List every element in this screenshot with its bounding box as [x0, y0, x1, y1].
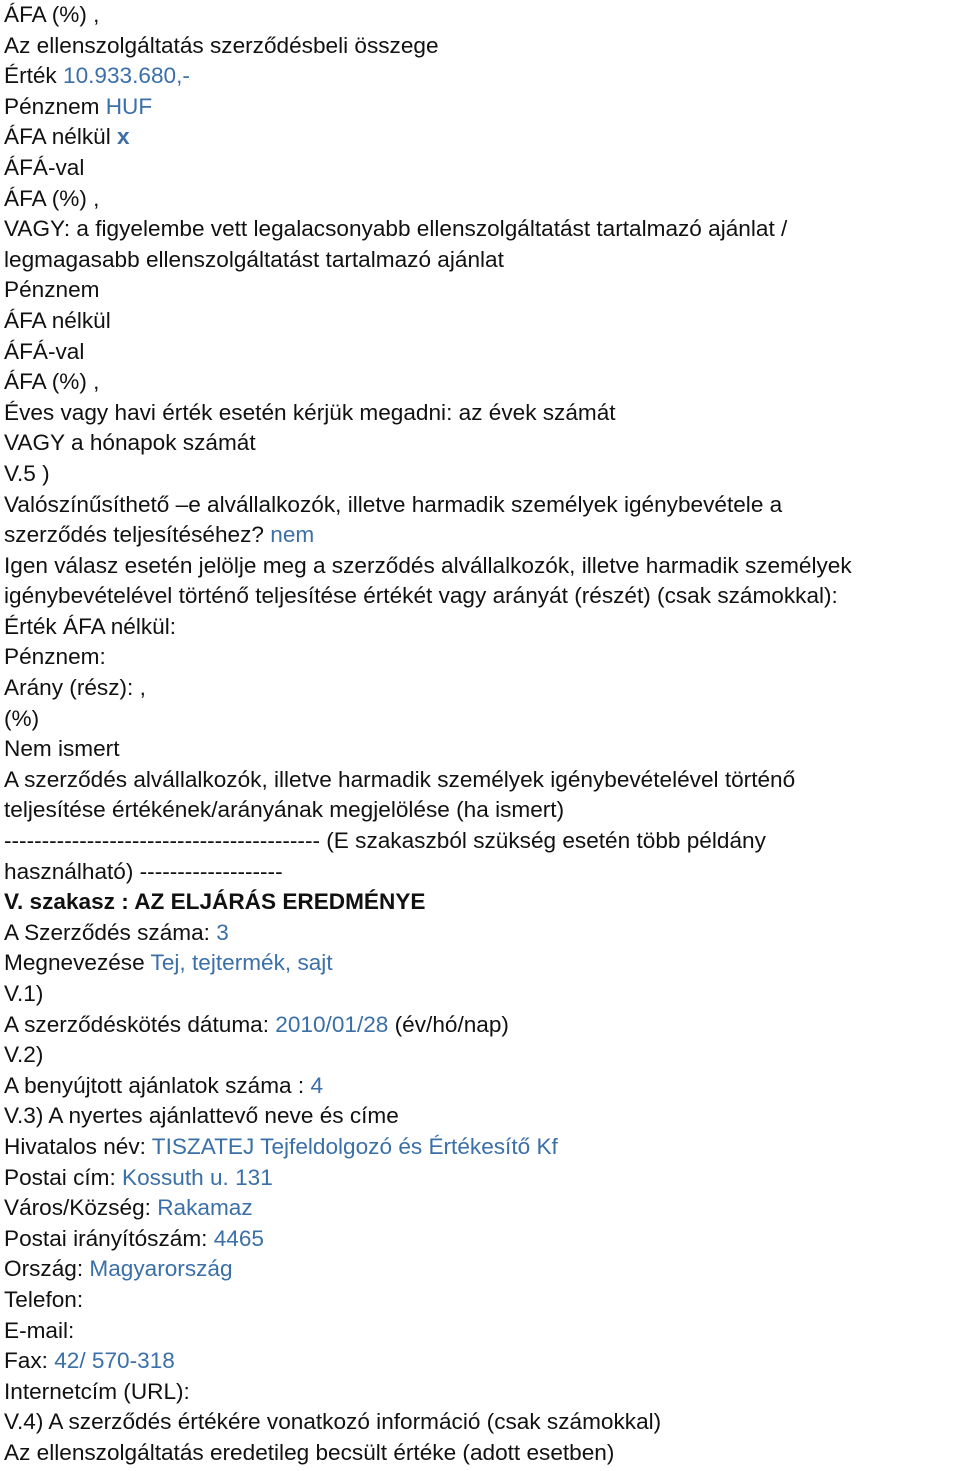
yes-answer-instruction: Igen válasz esetén jelölje meg a szerződés alvállalkozók, illetve harmadik személyek [4, 552, 852, 578]
postcode-line [4, 1224, 960, 1255]
offers-count-value: 4 [310, 1072, 324, 1098]
section-v4-heading: V.4) A szerződés értékére vonatkozó információ (csak számokkal) [4, 1409, 662, 1435]
section-v-heading: V. szakasz : AZ ELJÁRÁS EREDMÉNYE [4, 889, 426, 915]
postcode-value: 4465 [213, 1225, 264, 1251]
separator-line-cont: használható) ------------------- [4, 858, 283, 884]
section-v2-label: V.2) [4, 1042, 44, 1068]
without-vat-label: ÁFA nélkül [4, 124, 111, 150]
currency-line [4, 92, 960, 123]
currency-label: Pénznem [4, 93, 100, 119]
subcontractor-value-line: A szerződés alvállalkozók, illetve harmadik személyek igénybevételével történő [4, 766, 796, 792]
with-vat-line: ÁFÁ-val [4, 154, 85, 180]
currency-value: HUF [105, 93, 153, 119]
percent-label: (%) [4, 705, 40, 731]
yes-answer-instruction-cont: igénybevételével történő teljesítése értékét vagy arányát (részét) (csak számokkal): [4, 583, 838, 609]
section-v1-label: V.1) [4, 981, 44, 1006]
postcode-label: Postai irányítószám: [4, 1225, 208, 1251]
section-v5-label: V.5 ) [4, 460, 50, 486]
fax-label: Fax: [4, 1348, 48, 1374]
vat-percent-line: ÁFA (%) , [4, 2, 100, 27]
months-line: VAGY a hónapok számát [4, 430, 256, 456]
vat-percent-line: ÁFA (%) , [4, 369, 100, 395]
lowest-offer-line: VAGY: a figyelembe vett legalacsonyabb ellenszolgáltatást tartalmazó ajánlat / [4, 216, 788, 242]
contract-name-value: Tej, tejtermék, sajt [150, 950, 333, 976]
official-name-label: Hivatalos név: [4, 1133, 146, 1159]
subcontractor-question: Valószínűsíthető –e alvállalkozók, illetve harmadik személyek igénybevétele a [4, 491, 783, 517]
contract-amount-heading: Az ellenszolgáltatás szerződésbeli összege [4, 32, 439, 58]
without-vat-mark: x [117, 124, 130, 150]
postal-address-value: Kossuth u. 131 [122, 1164, 273, 1190]
offers-count-label: A benyújtott ajánlatok száma : [4, 1072, 305, 1098]
contract-date-line [4, 1010, 960, 1041]
subcontractor-answer-label: szerződés teljesítéséhez? [4, 522, 264, 548]
url-label: Internetcím (URL): [4, 1378, 190, 1404]
country-value: Magyarország [89, 1256, 233, 1282]
country-line [4, 1254, 960, 1285]
phone-label: Telefon: [4, 1286, 84, 1312]
with-vat-line: ÁFÁ-val [4, 338, 85, 364]
vat-percent-line: ÁFA (%) , [4, 185, 100, 211]
subcontractor-answer-value: nem [270, 522, 315, 548]
value-amount: 10.933.680,- [63, 63, 190, 89]
city-line [4, 1193, 960, 1224]
postal-address-line [4, 1163, 960, 1194]
contract-date-format: (év/hó/nap) [394, 1011, 509, 1037]
city-value: Rakamaz [157, 1195, 253, 1221]
highest-offer-line: legmagasabb ellenszolgáltatást tartalmazó ajánlat [4, 246, 504, 272]
ratio-label: Arány (rész): , [4, 675, 146, 701]
value-without-vat-label: Érték ÁFA nélkül: [4, 613, 177, 639]
country-label: Ország: [4, 1256, 84, 1282]
section-v3-heading: V.3) A nyertes ajánlattevő neve és címe [4, 1103, 399, 1129]
contract-name-line [4, 948, 960, 979]
city-label: Város/Község: [4, 1195, 151, 1221]
currency-label: Pénznem: [4, 644, 106, 670]
subcontractor-answer-line [4, 520, 960, 551]
without-vat-line [4, 122, 960, 153]
contract-number-line [4, 918, 960, 949]
contract-date-value: 2010/01/28 [275, 1011, 389, 1037]
fax-value: 42/ 570-318 [54, 1348, 175, 1374]
value-line [4, 61, 960, 92]
contract-date-label: A szerződéskötés dátuma: [4, 1011, 269, 1037]
estimated-value-line: Az ellenszolgáltatás eredetileg becsült értéke (adott esetben) [4, 1439, 615, 1465]
email-label: E-mail: [4, 1317, 75, 1343]
official-name-line [4, 1132, 960, 1163]
without-vat-line: ÁFA nélkül [4, 307, 111, 333]
not-known-label: Nem ismert [4, 736, 120, 762]
subcontractor-value-line-cont: teljesítése értékének/arányának megjelölése (ha ismert) [4, 797, 565, 823]
annual-monthly-line: Éves vagy havi érték esetén kérjük megadni: az évek számát [4, 399, 616, 425]
contract-number-value: 3 [216, 919, 229, 945]
value-label: Érték [4, 63, 57, 89]
contract-name-label: Megnevezése [4, 950, 145, 976]
postal-address-label: Postai cím: [4, 1164, 116, 1190]
official-name-value: TISZATEJ Tejfeldolgozó és Értékesítő Kf [151, 1133, 558, 1159]
fax-line [4, 1346, 960, 1377]
offers-count-line [4, 1071, 960, 1102]
currency-line: Pénznem [4, 277, 100, 303]
separator-line: ------------------------------------------ (E szakaszból szükség esetén több példány [4, 828, 766, 854]
contract-number-label: A Szerződés száma: [4, 919, 210, 945]
